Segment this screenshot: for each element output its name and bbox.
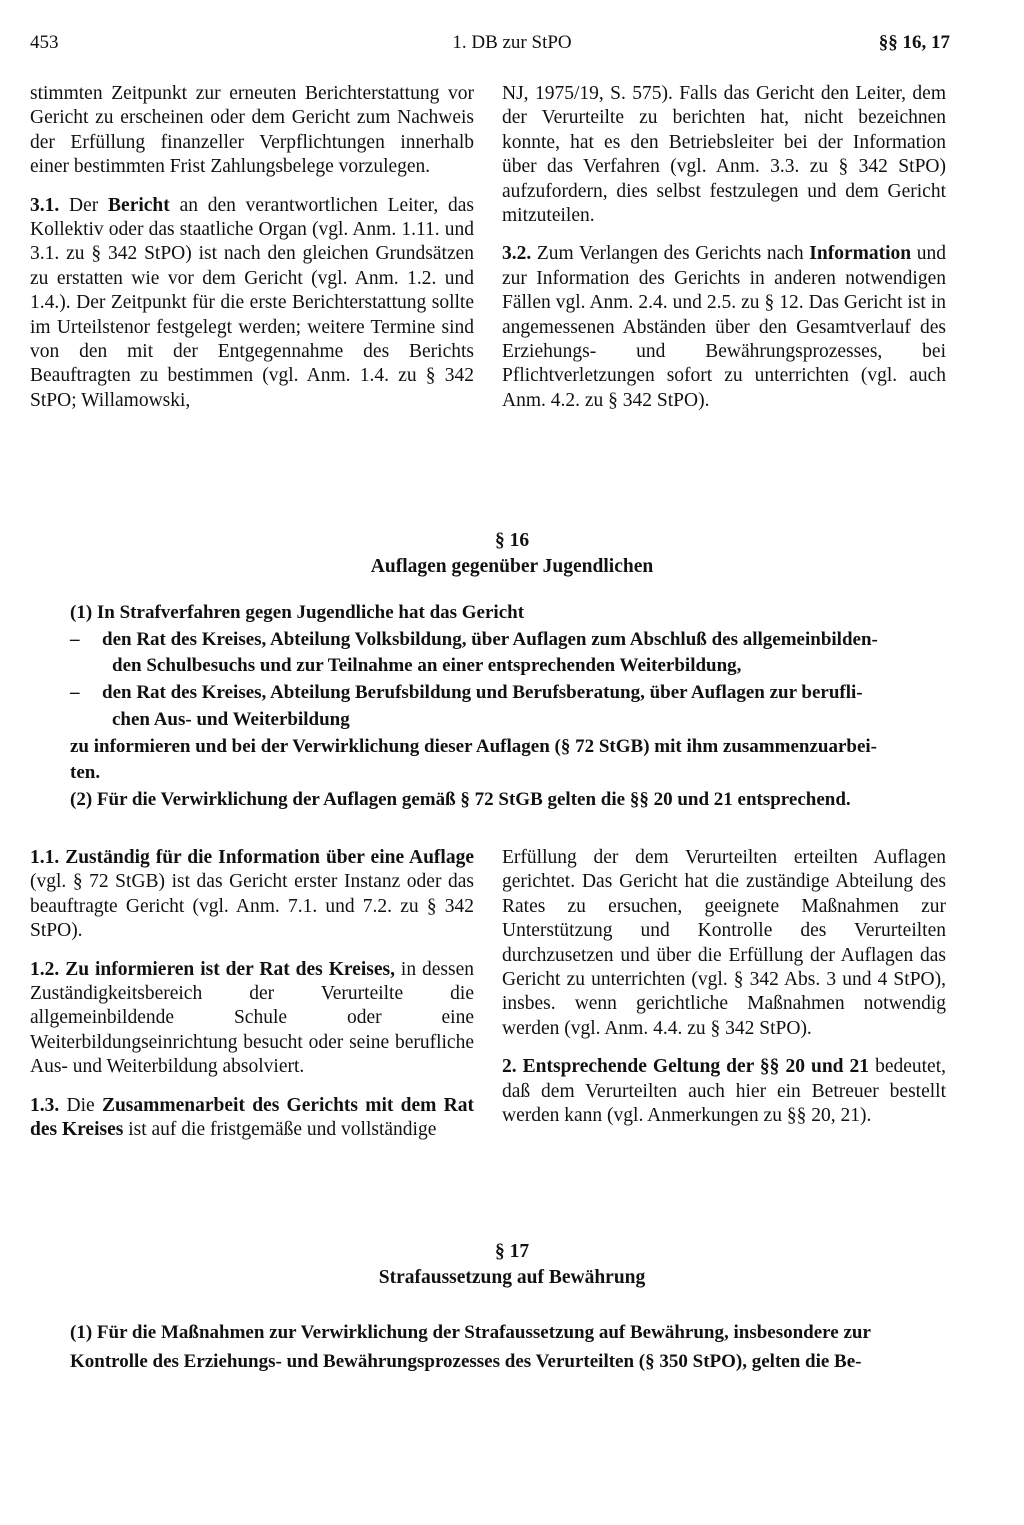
top-left-column — [30, 82, 474, 427]
section-16-title: Auflagen gegenüber Jugendlichen — [370, 556, 654, 577]
section-17-law-text: (1) Für die Maßnahmen zur Verwirklichung der Strafaussetzung auf Bewährung, insbesondere zur Kontrolle des Erziehungs- und Bewährungsprozesses des Verurteilten (§ 350 StPO), gelten die Be- — [70, 1322, 871, 1372]
paragraph-number: 3.1. — [30, 194, 60, 216]
section-17-title: Strafaussetzung auf Bewährung — [378, 1267, 646, 1288]
running-title: 1. DB zur StPO — [452, 32, 572, 53]
paragraph: NJ, 1975/19, S. 575). Falls das Gericht den Leiter, dem der Verurteilte zu berichten hat, nicht bezeichnen konnte, hat es den Betriebsleiter bei der Information über das Verfahren (vgl. Anm. 3.3. zu § 342 StPO) aufzufordern, dies selbst festzulegen und dem Gericht mitzuteilen. — [502, 83, 946, 227]
law-list-item: – den Rat des Kreises, Abteilung Volksbildung, über Auflagen zum Abschluß des allgemeinbilden- — [70, 628, 878, 650]
section-16-law-text: (1) In Strafverfahren gegen Jugendliche hat das Gericht – den Rat des Kreises, Abteilung Volksbildung, über Auflagen zum Abschluß des allgemeinbilden- den Schulbesuchs und zur Teilnahme an einer entsprechenden Weiterbildung, – den Rat des Kreises, Abteilung Berufsbildung und Berufsberatung, über Auflagen zur berufli- chen Aus- und Weiterbildung zu informieren und bei der Verwirklichung dieser Auflagen (§ 72 StGB) mit ihm zusammenzuarbei- ten. (2) Für die Verwirklichung der Auflagen gemäß § 72 StGB gelten die §§ 20 und 21 entsprechend. — [70, 600, 920, 814]
paragraph: Erfüllung der dem Verurteilten erteilten Auflagen gerichtet. Das Gericht hat die zuständige Abteilung des Rates zu ersuchen, geeignete Maßnahmen zur Unterstützung und Kontrolle des Verurteilten durchzusetzen und über die Erfüllung der Auflagen das Gericht zu unterrichten (vgl. § 342 Abs. 3 und 4 StPO), insbes. wenn gerichtliche Maßnahmen notwendig werden (vgl. Anm. 4.4. zu § 342 StPO). — [502, 847, 946, 1039]
section-reference: §§ 16, 17 — [878, 32, 950, 53]
paragraph-number: 3.2. — [502, 243, 532, 265]
law-paragraph-1-intro: (1) In Strafverfahren gegen Jugendliche hat das Gericht — [70, 602, 525, 623]
paragraph-3-1: 3.1. Der Bericht an den verantwortlichen Leiter, das Kollektiv oder das staatliche Organ (vgl. Anm. 1.11. und 3.1. zu § 342 StPO) ist nach den gleichen Grundsätzen zu erstatten wie vor dem Gericht (vgl. Anm. 1.2. und 1.4.). Der Zeitpunkt für die erste Berichterstattung sollte im Urteilstenor festgelegt werden; weitere Termine sind von den mit der Entgegennahme des Berichts Beauftragten zu bestimmen (vgl. Anm. 1.4. zu § 342 StPO; Willamowski, — [30, 194, 474, 411]
section-16-number: § 16 — [494, 530, 530, 551]
paragraph-2: 2. Entsprechende Geltung der §§ 20 und 21 bedeutet, daß dem Verurteilten auch hier ein Betreuer bestellt werden kann (vgl. Anmerkungen zu §§ 20, 21). — [502, 1056, 947, 1127]
paragraph: stimmten Zeitpunkt zur erneuten Berichterstattung vor Gericht zu erscheinen oder dem Gericht zum Nachweis der Erfüllung finanzeller Verpflichtungen innerhalb einer bestimmten Frist Zahlungsbelege vorzulegen. — [30, 83, 474, 178]
section-17-number: § 17 — [494, 1241, 530, 1262]
paragraph-1-3: 1.3. Die Zusammenarbeit des Gerichts mit dem Rat des Kreises ist auf die fristgemäße und vollständige — [30, 1094, 475, 1141]
paragraph-3-2: 3.2. Zum Verlangen des Gerichts nach Information und zur Information des Gerichts in anderen notwendigen Fällen vgl. Anm. 2.4. und 2.5. zu § 12. Das Gericht ist in angemessenen Abständen über den Gesamtverlauf des Erziehungs- und Bewährungsprozesses, bei Pflichtverletzungen sofort zu unterrichten (vgl. auch Anm. 4.2. zu § 342 StPO). — [502, 243, 946, 411]
paragraph-1-2: 1.2. Zu informieren ist der Rat des Kreises, in dessen Zuständigkeitsbereich der Verurteilte die allgemeinbildende Schule oder eine Weiterbildungseinrichtung besucht oder seine berufliche Aus- und Weiterbildung absolviert. — [30, 958, 475, 1078]
mid-left-column — [30, 846, 474, 1156]
keyword: Bericht — [108, 194, 170, 216]
keyword: Information — [809, 243, 912, 265]
mid-right-column — [502, 846, 946, 1142]
top-right-column — [502, 82, 946, 427]
law-list-item: – den Rat des Kreises, Abteilung Berufsbildung und Berufsberatung, über Auflagen zur berufli- — [70, 682, 863, 704]
page-number: 453 — [30, 32, 59, 53]
law-paragraph-2: (2) Für die Verwirklichung der Auflagen gemäß § 72 StGB gelten die §§ 20 und 21 entsprechend. — [70, 788, 851, 810]
paragraph-1-1: 1.1. Zuständig für die Information über eine Auflage (vgl. § 72 StGB) ist das Gericht erster Instanz oder das beauftragte Gericht (vgl. Anm. 7.1. und 7.2. zu § 342 StPO). — [30, 847, 474, 942]
